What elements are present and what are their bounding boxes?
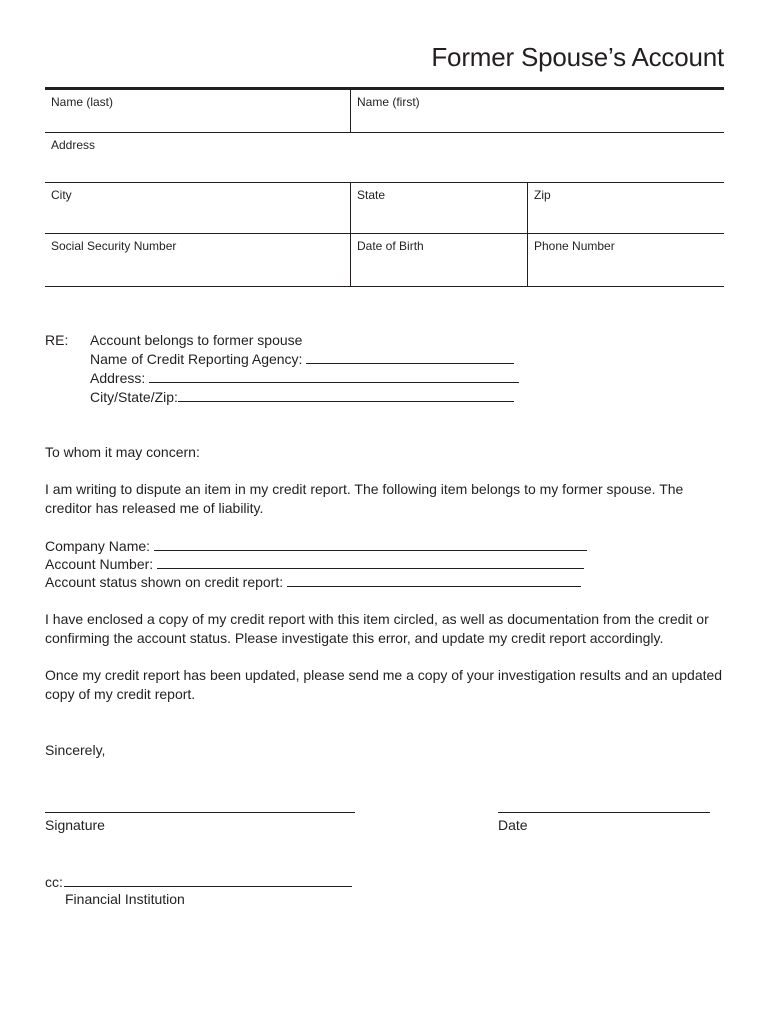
city-field[interactable] xyxy=(45,183,350,233)
date-line[interactable] xyxy=(498,812,710,813)
state-field[interactable] xyxy=(350,183,527,233)
ssn-field[interactable] xyxy=(45,234,350,286)
phone-field[interactable] xyxy=(527,234,724,286)
address-row xyxy=(45,133,724,183)
re-agency-label: Name of Credit Reporting Agency: xyxy=(90,351,303,367)
cc-label: cc: xyxy=(45,874,63,890)
name-row xyxy=(45,87,724,133)
city-label: City xyxy=(51,188,72,202)
cc-subtitle: Financial Institution xyxy=(65,891,185,907)
personal-info-table xyxy=(45,87,724,287)
paragraph-2: I have enclosed a copy of my credit report with this item circled, as well as documentation from the credit or confirming the account status. Please investigate this error, and update my credit report accordingly. xyxy=(45,611,709,646)
re-label: RE: xyxy=(45,332,69,348)
paragraph-1: I am writing to dispute an item in my credit report. The following item belongs to my former spouse. The creditor has released me of liability. xyxy=(45,481,684,516)
ssn-row xyxy=(45,234,724,287)
re-citystatezip-label: City/State/Zip: xyxy=(90,389,178,405)
account-status-row xyxy=(45,573,581,591)
signature-line[interactable] xyxy=(45,812,355,813)
company-name-label: Company Name: xyxy=(45,538,151,554)
phone-label: Phone Number xyxy=(534,239,615,253)
state-label: State xyxy=(357,188,386,202)
date-label: Date xyxy=(498,817,528,833)
re-address-row xyxy=(90,369,519,387)
closing: Sincerely, xyxy=(45,742,106,758)
company-name-blank[interactable] xyxy=(154,537,587,551)
dob-field[interactable] xyxy=(350,234,527,286)
re-address-label: Address: xyxy=(90,370,146,386)
re-agency-blank[interactable] xyxy=(306,350,514,364)
zip-field[interactable] xyxy=(527,183,724,233)
re-line-1: Account belongs to former spouse xyxy=(90,332,303,348)
account-number-row xyxy=(45,555,584,573)
account-status-blank[interactable] xyxy=(287,573,581,587)
name-first-field[interactable] xyxy=(350,90,724,132)
name-first-label: Name (first) xyxy=(357,95,420,109)
ssn-label: Social Security Number xyxy=(51,239,177,253)
address-label: Address xyxy=(51,138,96,152)
name-last-field[interactable] xyxy=(45,90,350,132)
greeting: To whom it may concern: xyxy=(45,444,200,460)
company-name-row xyxy=(45,537,587,555)
re-agency-row xyxy=(90,350,514,368)
account-number-blank[interactable] xyxy=(157,555,584,569)
account-number-label: Account Number: xyxy=(45,556,154,572)
city-row xyxy=(45,183,724,234)
paragraph-3: Once my credit report has been updated, please send me a copy of your investigation results and an updated copy of my credit report. xyxy=(45,667,723,702)
dob-label: Date of Birth xyxy=(357,239,424,253)
zip-label: Zip xyxy=(534,188,551,202)
re-address-blank[interactable] xyxy=(149,369,519,383)
account-status-label: Account status shown on credit report: xyxy=(45,574,284,590)
signature-label: Signature xyxy=(45,817,105,833)
document-title: Former Spouse’s Account xyxy=(431,42,724,72)
re-citystatezip-row xyxy=(90,388,514,406)
address-field[interactable] xyxy=(45,133,724,182)
name-last-label: Name (last) xyxy=(51,95,114,109)
cc-line[interactable] xyxy=(64,886,352,887)
re-citystatezip-blank[interactable] xyxy=(178,388,514,402)
